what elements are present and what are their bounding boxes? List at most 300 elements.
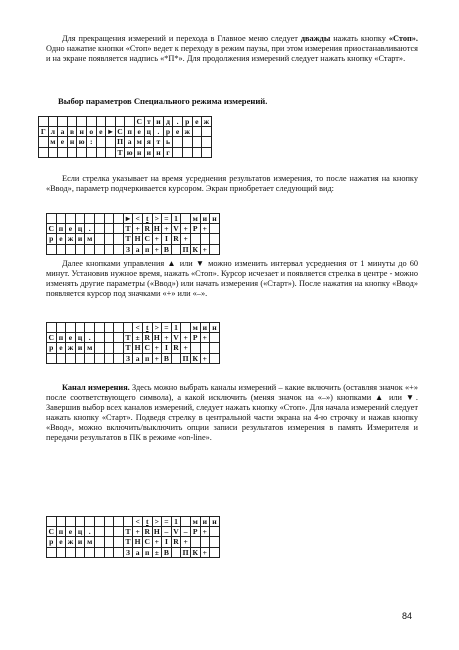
lcd-cell <box>114 527 124 537</box>
lcd-screen-channels <box>46 516 220 558</box>
lcd-cell <box>47 323 57 333</box>
lcd-row <box>47 537 220 547</box>
lcd-cell <box>94 343 104 353</box>
lcd-cell: . <box>154 127 164 137</box>
lcd-cell <box>94 547 104 557</box>
lcd-cell: е <box>66 333 76 343</box>
lcd-cell <box>181 323 191 333</box>
lcd-cell <box>210 353 220 363</box>
lcd-cell: г <box>163 147 173 157</box>
lcd-cell <box>106 147 116 157</box>
lcd-row <box>47 214 220 224</box>
lcd-cell: Т <box>123 234 133 244</box>
lcd-cell <box>114 537 124 547</box>
lcd-cell: . <box>85 333 95 343</box>
lcd-cell <box>94 353 104 363</box>
lcd-cell <box>202 147 212 157</box>
lcd-cell <box>96 137 106 147</box>
lcd-cell: Р <box>190 224 200 234</box>
lcd-cell: Р <box>190 333 200 343</box>
lcd-cell: н <box>77 127 87 137</box>
lcd-cell <box>106 117 116 127</box>
lcd-cell: R <box>171 343 181 353</box>
lcd-cell: и <box>154 117 164 127</box>
lcd-cell: Г <box>39 127 49 137</box>
lcd-cell: е <box>56 234 66 244</box>
lcd-row <box>47 343 220 353</box>
lcd-cell <box>77 147 87 157</box>
lcd-cell: т <box>144 117 154 127</box>
lcd-cell: я <box>144 137 154 147</box>
lcd-cell: п <box>142 244 152 254</box>
lcd-cell <box>192 127 202 137</box>
lcd-cell: С <box>47 527 57 537</box>
lcd-cell: R <box>171 537 181 547</box>
lcd-row <box>47 353 220 363</box>
lcd-cell: ю <box>78 137 85 147</box>
lcd-cell <box>48 147 58 157</box>
lcd-cell <box>181 517 191 527</box>
text-run: нажать кнопку <box>330 34 389 43</box>
lcd-cell <box>66 214 76 224</box>
lcd-cell <box>104 333 114 343</box>
lcd-cell <box>96 147 106 157</box>
lcd-cell: > <box>152 323 162 333</box>
lcd-cell <box>66 353 76 363</box>
lcd-cell <box>210 244 220 254</box>
lcd-cell: R <box>142 333 152 343</box>
lcd-cell <box>106 137 116 147</box>
lcd-cell: В <box>162 244 172 254</box>
lcd-cell: V <box>171 527 181 537</box>
lcd-cell: : <box>86 137 96 147</box>
page-number: 84 <box>402 611 413 621</box>
lcd-cell: + <box>200 244 210 254</box>
lcd-cell: е <box>96 127 106 137</box>
lcd-cell <box>123 323 133 333</box>
lcd-cell: + <box>162 333 172 343</box>
lcd-cell: е <box>134 127 144 137</box>
lcd-cell <box>77 117 87 127</box>
lcd-cell: и <box>200 214 210 224</box>
lcd-cell <box>75 353 85 363</box>
lcd-cell <box>104 244 114 254</box>
lcd-cell: ц <box>75 224 85 234</box>
lcd-cell <box>171 547 181 557</box>
lcd-row <box>39 137 212 147</box>
lcd-cell: R <box>142 224 152 234</box>
paragraph-interval: Далее кнопками управления ▲ или ▼ можно изменить интервал усреднения от 1 минуты до 60 минут. Установив нужное время, нажать «Стоп». Курсор исчезает и появляется стрелка в центре - можно изменять другие параметры («Ввод») или начать измерения («Старт»). После нажатия на кнопку «Ввод» появляется курсор под значками «+» или «–». <box>46 259 418 299</box>
lcd-cell <box>75 517 85 527</box>
lcd-cell <box>75 214 85 224</box>
lcd-cell <box>115 117 125 127</box>
lcd-cell <box>104 527 114 537</box>
lcd-cell <box>114 244 124 254</box>
lcd-cell: и <box>200 323 210 333</box>
lcd-cell: м <box>85 234 95 244</box>
lcd-cell <box>181 214 191 224</box>
lcd-cell: л <box>48 127 58 137</box>
lcd-cell <box>114 224 124 234</box>
lcd-cell <box>39 147 49 157</box>
lcd-cell: Н <box>153 224 160 234</box>
lcd-cell <box>85 214 95 224</box>
lcd-cell: = <box>162 214 172 224</box>
lcd-cell <box>47 244 57 254</box>
lcd-cell: ► <box>124 214 132 224</box>
lcd-cell <box>192 147 202 157</box>
lcd-cell: м <box>134 137 144 147</box>
lcd-cell: < <box>133 323 143 333</box>
lcd-cell <box>200 537 210 547</box>
lcd-cell <box>85 353 95 363</box>
lcd-cell: а <box>125 137 135 147</box>
lcd-cell: Н <box>153 333 160 343</box>
lcd-cell: + <box>162 224 172 234</box>
lcd-cell: + <box>200 353 210 363</box>
lcd-cell: П <box>117 137 123 147</box>
lcd-cell: В <box>162 353 172 363</box>
lcd-cell <box>104 517 114 527</box>
lcd-cell: ц <box>144 127 154 137</box>
lcd-cell: = <box>162 517 172 527</box>
lcd-row <box>47 517 220 527</box>
lcd-screen-arrow <box>46 213 220 255</box>
lcd-cell: р <box>163 127 173 137</box>
lcd-cell: П <box>182 547 189 557</box>
lcd-cell: ц <box>75 333 85 343</box>
lcd-cell <box>104 323 114 333</box>
lcd-cell: + <box>133 224 143 234</box>
lcd-cell <box>182 147 192 157</box>
lcd-cell: К <box>190 244 200 254</box>
lcd-cell <box>66 323 76 333</box>
lcd-cell <box>114 333 124 343</box>
lcd-cell: 1 <box>171 323 181 333</box>
lcd-cell <box>66 547 76 557</box>
lcd-cell: п <box>125 127 135 137</box>
lcd-cell: н <box>210 214 220 224</box>
lcd-cell: ц <box>75 527 85 537</box>
lcd-cell: 1 <box>171 214 181 224</box>
lcd-cell <box>56 353 66 363</box>
lcd-cell <box>104 234 114 244</box>
lcd-cell: – <box>181 527 191 537</box>
lcd-cell <box>210 234 220 244</box>
lcd-cell <box>48 117 58 127</box>
lcd-cell: I <box>162 343 172 353</box>
lcd-row <box>47 527 220 537</box>
lcd-cell: = <box>162 323 172 333</box>
lcd-cell <box>47 547 57 557</box>
lcd-cell: п <box>142 353 152 363</box>
lcd-cell <box>39 117 49 127</box>
lcd-cell <box>114 353 124 363</box>
lcd-cell: + <box>152 537 162 547</box>
lcd-cell: > <box>152 517 162 527</box>
lcd-cell <box>192 137 202 147</box>
lcd-cell <box>94 234 104 244</box>
lcd-cell <box>173 147 183 157</box>
lcd-cell <box>104 353 114 363</box>
lcd-cell: + <box>181 224 191 234</box>
lcd-cell <box>56 323 66 333</box>
lcd-cell: С <box>142 234 152 244</box>
lcd-cell: + <box>152 234 162 244</box>
lcd-cell <box>104 343 114 353</box>
lcd-cell: п <box>56 527 66 537</box>
text-run: Здесь можно выбрать каналы измерений – какие включить (оставляя значок «+» после соответствующего символа), а какой исключить (меняя значок на «–») кнопками ▲ или ▼. Завершив выбор всех каналов измерений, следует нажать кнопку «Стоп». Для начала измерений следует нажать кнопку «Старт». Подведя стрелку в центральной части экрана на 4-ю строчку и нажав кнопку «Ввод», можно включить/выключить опции записи результатов измерения в память Измерителя и передачи результатов в ПК в режиме «on-line». <box>46 383 418 443</box>
lcd-cell: . <box>173 117 183 127</box>
lcd-cell: и <box>75 537 85 547</box>
lcd-cell: I <box>162 537 172 547</box>
lcd-cell <box>114 323 124 333</box>
lcd-cell: в <box>67 127 77 137</box>
lcd-cell: ж <box>202 117 212 127</box>
lcd-cell <box>58 117 68 127</box>
lcd-cell <box>86 147 96 157</box>
lcd-cell: К <box>190 547 200 557</box>
lcd-cell: Т <box>115 147 125 157</box>
lcd-cell: < <box>133 214 143 224</box>
lcd-cell: Т <box>123 224 133 234</box>
lcd-cell <box>58 147 68 157</box>
lcd-cell: и <box>75 234 85 244</box>
lcd-cell <box>75 547 85 557</box>
lcd-row <box>39 117 212 127</box>
lcd-cell <box>210 333 220 343</box>
lcd-cell <box>190 343 200 353</box>
lcd-cell <box>56 244 66 254</box>
lcd-cell <box>104 214 114 224</box>
lcd-cell: ь <box>163 137 173 147</box>
lcd-cell: п <box>56 224 66 234</box>
lcd-cell <box>85 323 95 333</box>
lcd-cell: I <box>162 234 172 244</box>
text-run: Для прекращения измерений и перехода в Главное меню следует <box>62 34 301 43</box>
lcd-cell: Т <box>123 333 133 343</box>
lcd-cell: R <box>171 234 181 244</box>
lcd-cell: е <box>56 537 66 547</box>
lcd-row <box>47 224 220 234</box>
lcd-cell: м <box>85 343 95 353</box>
lcd-cell <box>114 547 124 557</box>
lcd-cell: . <box>85 224 95 234</box>
lcd-cell <box>56 517 66 527</box>
lcd-cell: е <box>58 137 68 147</box>
lcd-cell: а <box>133 244 143 254</box>
lcd-cell: а <box>58 127 68 137</box>
lcd-cell: Т <box>123 343 133 353</box>
lcd-cell: t <box>142 323 152 333</box>
paragraph-stop-instructions <box>46 34 418 64</box>
lcd-cell: З <box>123 547 133 557</box>
lcd-cell <box>200 343 210 353</box>
lcd-cell: + <box>181 234 191 244</box>
lcd-cell <box>67 117 77 127</box>
lcd-cell <box>47 353 57 363</box>
lcd-cell: ± <box>133 333 143 343</box>
lcd-row <box>47 244 220 254</box>
paragraph-channel <box>46 383 418 444</box>
lcd-cell: + <box>181 333 191 343</box>
lcd-cell: и <box>144 147 154 157</box>
lcd-cell <box>75 323 85 333</box>
lcd-cell: ± <box>152 547 162 557</box>
lcd-cell: н <box>154 147 164 157</box>
lcd-cell <box>75 244 85 254</box>
lcd-cell: м <box>190 323 200 333</box>
text-run-bold: «Стоп». <box>388 34 418 43</box>
lcd-cell <box>114 343 124 353</box>
lcd-row <box>39 127 212 137</box>
lcd-cell: З <box>123 353 133 363</box>
lcd-cell: т <box>154 137 164 147</box>
lcd-cell <box>94 527 104 537</box>
paragraph-cursor-intro: Если стрелка указывает на время усреднения результатов измерения, то после нажатия на кнопку «Ввод», параметр подчеркивается курсором. Экран приобретает следующий вид: <box>46 174 418 194</box>
lcd-cell <box>114 234 124 244</box>
lcd-cell <box>39 137 49 147</box>
lcd-cell: ж <box>66 234 76 244</box>
lcd-cell <box>94 537 104 547</box>
lcd-cell: ж <box>182 127 192 137</box>
lcd-cell <box>202 127 212 137</box>
lcd-row <box>47 333 220 343</box>
lcd-cell <box>94 244 104 254</box>
lcd-cell: П <box>182 244 189 254</box>
lcd-cell: С <box>134 117 144 127</box>
lcd-cell: н <box>67 137 77 147</box>
lcd-cell: В <box>162 547 172 557</box>
lcd-cell: + <box>200 547 210 557</box>
lcd-cell: П <box>182 353 189 363</box>
lcd-cell <box>182 137 192 147</box>
lcd-cell <box>96 117 106 127</box>
lcd-cell: R <box>142 527 152 537</box>
lcd-cell: м <box>48 137 58 147</box>
lcd-cell: р <box>182 117 192 127</box>
lcd-cell: С <box>115 127 125 137</box>
lcd-cell <box>173 137 183 147</box>
lcd-cell: Н <box>134 537 141 547</box>
lcd-cell <box>86 117 96 127</box>
lcd-cell: ► <box>106 127 115 137</box>
lcd-cell <box>94 517 104 527</box>
lcd-cell: д <box>163 117 173 127</box>
lcd-cell <box>125 117 135 127</box>
lcd-cell <box>171 244 181 254</box>
lcd-cell <box>190 537 200 547</box>
lcd-cell: + <box>133 527 143 537</box>
lcd-cell: ж <box>66 343 76 353</box>
lcd-screen-main-menu <box>38 116 212 158</box>
lcd-cell: м <box>85 537 95 547</box>
lcd-cell: е <box>56 343 66 353</box>
lcd-cell: С <box>142 537 152 547</box>
lcd-cell: Т <box>123 527 133 537</box>
lcd-cell: < <box>133 517 143 527</box>
lcd-cell: Т <box>123 537 133 547</box>
lcd-cell: . <box>85 527 95 537</box>
lcd-row <box>47 547 220 557</box>
lcd-cell: ж <box>66 537 76 547</box>
lcd-cell: V <box>171 224 181 234</box>
lcd-cell <box>202 137 212 147</box>
lcd-cell: Р <box>190 527 200 537</box>
lcd-cell <box>47 517 57 527</box>
lcd-cell: ю <box>126 147 133 157</box>
section-heading-params: Выбор параметров Специального режима измерений. <box>58 96 268 106</box>
lcd-cell <box>47 214 57 224</box>
lcd-cell <box>210 224 220 234</box>
lcd-cell <box>66 244 76 254</box>
lcd-cell <box>56 214 66 224</box>
lcd-cell: м <box>190 517 200 527</box>
lcd-cell: е <box>66 527 76 537</box>
lcd-cell: е <box>66 224 76 234</box>
lcd-cell: + <box>200 333 210 343</box>
lcd-cell <box>200 234 210 244</box>
lcd-cell: н <box>210 517 220 527</box>
lcd-cell: и <box>75 343 85 353</box>
lcd-cell: м <box>190 214 200 224</box>
lcd-cell: п <box>142 547 152 557</box>
lcd-cell: + <box>200 224 210 234</box>
lcd-cell: п <box>56 333 66 343</box>
lcd-cell: е <box>192 117 202 127</box>
lcd-cell: а <box>133 547 143 557</box>
lcd-cell <box>190 234 200 244</box>
lcd-cell: н <box>210 323 220 333</box>
lcd-cell: + <box>152 343 162 353</box>
lcd-cell: + <box>181 537 191 547</box>
lcd-cell: н <box>134 147 144 157</box>
lcd-cell <box>94 333 104 343</box>
lcd-cell <box>104 547 114 557</box>
lcd-cell <box>114 214 124 224</box>
lcd-cell <box>123 517 133 527</box>
lcd-cell <box>85 517 95 527</box>
lcd-cell: С <box>47 224 57 234</box>
lcd-cell: С <box>47 333 57 343</box>
lcd-cell: 1 <box>171 517 181 527</box>
text-run: Одно нажатие кнопки «Стоп» ведет к переходу в режим паузы, при этом измерения приостанавливаются и на экране появляется надпись «*П*». Для продолжения измерений следует нажать кнопку «Старт». <box>46 44 418 64</box>
lcd-cell: а <box>133 353 143 363</box>
lcd-cell <box>94 323 104 333</box>
lcd-cell: Н <box>134 234 141 244</box>
lcd-cell: Н <box>134 343 141 353</box>
lcd-cell: о <box>86 127 96 137</box>
lcd-cell: + <box>200 527 210 537</box>
lcd-cell: V <box>171 333 181 343</box>
lcd-cell: – <box>162 527 172 537</box>
lcd-cell <box>114 517 124 527</box>
lcd-cell: е <box>173 127 183 137</box>
lcd-cell <box>210 343 220 353</box>
text-run-bold: Канал измерения. <box>62 383 130 392</box>
lcd-cell <box>210 537 220 547</box>
lcd-cell <box>104 224 114 234</box>
lcd-cell <box>94 214 104 224</box>
lcd-cell <box>85 244 95 254</box>
lcd-row <box>47 234 220 244</box>
lcd-cell: К <box>190 353 200 363</box>
lcd-cell: + <box>152 244 162 254</box>
lcd-cell: t <box>142 517 152 527</box>
lcd-cell <box>67 147 77 157</box>
lcd-row <box>47 323 220 333</box>
lcd-cell: р <box>47 234 57 244</box>
